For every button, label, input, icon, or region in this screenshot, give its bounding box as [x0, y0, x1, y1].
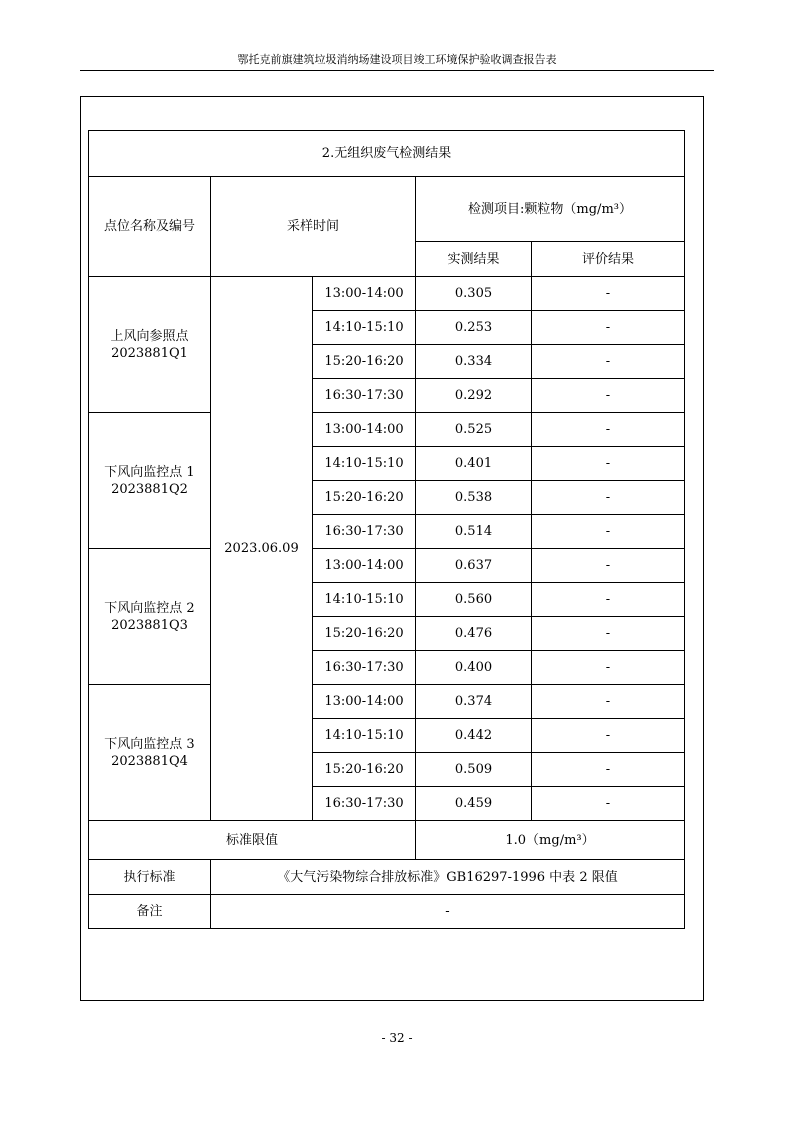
measured-value: 0.374 [416, 685, 532, 719]
point-code: 2023881Q2 [111, 481, 188, 497]
standard-value: 《大气污染物综合排放标准》GB16297-1996 中表 2 限值 [211, 860, 685, 895]
table-row [89, 549, 685, 583]
point-name-cell [89, 685, 211, 821]
table-row [89, 685, 685, 719]
table-title: 2.无组织废气检测结果 [89, 131, 685, 177]
remark-label: 备注 [89, 895, 211, 929]
limit-value: 1.0（mg/m³） [416, 821, 685, 860]
table-row [89, 277, 685, 311]
evaluation-value: - [532, 345, 685, 379]
measured-value: 0.514 [416, 515, 532, 549]
standard-label: 执行标准 [89, 860, 211, 895]
header-point-name: 点位名称及编号 [89, 177, 211, 277]
header-evaluation-result: 评价结果 [532, 242, 685, 277]
emission-results-table [88, 130, 685, 929]
evaluation-value: - [532, 481, 685, 515]
time-slot: 13:00-14:00 [313, 413, 416, 447]
limit-label: 标准限值 [89, 821, 416, 860]
point-code: 2023881Q3 [111, 617, 188, 633]
point-name: 上风向参照点 [110, 328, 189, 344]
time-slot: 14:10-15:10 [313, 447, 416, 481]
time-slot: 13:00-14:00 [313, 549, 416, 583]
header-measured-result: 实测结果 [416, 242, 532, 277]
time-slot: 16:30-17:30 [313, 651, 416, 685]
remark-value: - [211, 895, 685, 929]
time-slot: 15:20-16:20 [313, 617, 416, 651]
evaluation-value: - [532, 379, 685, 413]
evaluation-value: - [532, 549, 685, 583]
time-slot: 16:30-17:30 [313, 379, 416, 413]
evaluation-value: - [532, 651, 685, 685]
point-name: 下风向监控点 2 [104, 600, 195, 616]
measured-value: 0.400 [416, 651, 532, 685]
evaluation-value: - [532, 447, 685, 481]
time-slot: 16:30-17:30 [313, 787, 416, 821]
time-slot: 15:20-16:20 [313, 481, 416, 515]
measured-value: 0.442 [416, 719, 532, 753]
measured-value: 0.509 [416, 753, 532, 787]
header-test-item: 检测项目:颗粒物（mg/m³） [416, 177, 685, 242]
measured-value: 0.459 [416, 787, 532, 821]
measured-value: 0.525 [416, 413, 532, 447]
evaluation-value: - [532, 583, 685, 617]
time-slot: 14:10-15:10 [313, 583, 416, 617]
measured-value: 0.476 [416, 617, 532, 651]
header-rule [80, 70, 714, 71]
sample-date: 2023.06.09 [211, 277, 313, 821]
point-name: 下风向监控点 1 [104, 464, 195, 480]
time-slot: 14:10-15:10 [313, 311, 416, 345]
table-row [89, 413, 685, 447]
evaluation-value: - [532, 787, 685, 821]
point-name-cell [89, 413, 211, 549]
measured-value: 0.305 [416, 277, 532, 311]
evaluation-value: - [532, 311, 685, 345]
evaluation-value: - [532, 515, 685, 549]
time-slot: 13:00-14:00 [313, 685, 416, 719]
evaluation-value: - [532, 413, 685, 447]
time-slot: 14:10-15:10 [313, 719, 416, 753]
point-code: 2023881Q1 [111, 345, 188, 361]
measured-value: 0.538 [416, 481, 532, 515]
measured-value: 0.560 [416, 583, 532, 617]
measured-value: 0.292 [416, 379, 532, 413]
evaluation-value: - [532, 719, 685, 753]
page-number: - 32 - [381, 1031, 413, 1045]
header-sampling-time: 采样时间 [211, 177, 416, 277]
measured-value: 0.334 [416, 345, 532, 379]
evaluation-value: - [532, 277, 685, 311]
point-code: 2023881Q4 [111, 753, 188, 769]
point-name: 下风向监控点 3 [104, 736, 195, 752]
measured-value: 0.253 [416, 311, 532, 345]
evaluation-value: - [532, 617, 685, 651]
evaluation-value: - [532, 685, 685, 719]
time-slot: 16:30-17:30 [313, 515, 416, 549]
time-slot: 15:20-16:20 [313, 345, 416, 379]
evaluation-value: - [532, 753, 685, 787]
measured-value: 0.401 [416, 447, 532, 481]
page-header: 鄂托克前旗建筑垃圾消纳场建设项目竣工环境保护验收调查报告表 [237, 53, 557, 66]
point-name-cell [89, 549, 211, 685]
time-slot: 13:00-14:00 [313, 277, 416, 311]
measured-value: 0.637 [416, 549, 532, 583]
point-name-cell [89, 277, 211, 413]
time-slot: 15:20-16:20 [313, 753, 416, 787]
